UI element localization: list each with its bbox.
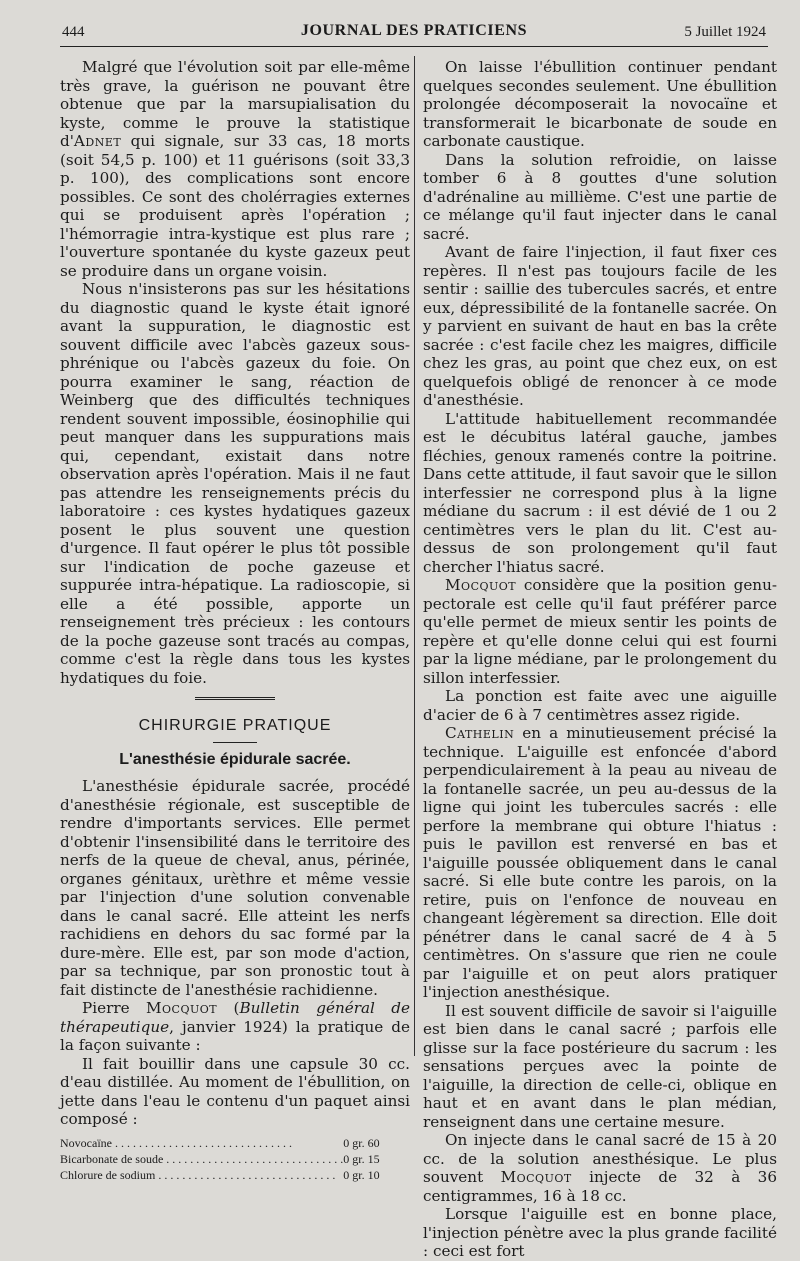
paragraph: On injecte dans le canal sacré de 15 à 20 cc. de la solution anesthésique. Le plus souvent Mocquot injecte de 32 à 36 centigrammes, 16 à 18 cc. [423, 1131, 777, 1205]
formula-row: Chlorure de sodium . . . . . . . . . . . . . . . . . . . . . . . . . . . . . . 0 gr. 10 [60, 1167, 380, 1182]
short-rule [213, 742, 257, 743]
paragraph: On laisse l'ébullition continuer pendant quelques secondes seulement. Une ébullition prolongée décomposerait la novocaïne et transformerait le bicarbonate de soude en carbonate caustique. [423, 58, 777, 150]
paragraph: Nous n'insisterons pas sur les hésitations du diagnostic quand le kyste était ignoré avant la suppuration, le diagnostic est souvent difficile avec l'abcès gazeux sous-phrénique ou l'abcès gazeux du foie. On pourra examiner le sang, réaction de Weinberg que des difficultés techniques rendent souvent impossible, éosinophilie qui peut manquer dans les suppurations mais qui, cependant, existait dans notre observation après l'opération. Mais il ne faut pas attendre les renseignements précis du laboratoire : ces kystes hydatiques gazeux posent le plus souvent une question d'urgence. Il faut opérer le plus tôt possible sur l'indication de poche gazeuse et suppurée intra-hépatique. La radioscopie, si elle a été possible, apporte un renseignement très précieux : les contours de la poche gazeuse sont tracés au compas, comme c'est la règle dans tous les kystes hydatiques du foie. [60, 280, 410, 687]
left-column [60, 58, 410, 1183]
author-name: Mocquot [500, 1168, 572, 1186]
paragraph: Il fait bouillir dans une capsule 30 cc. d'eau distillée. Au moment de l'ébullition, on jette dans l'eau le contenu d'un paquet ainsi composé : [60, 1054, 410, 1128]
author-name: Mocquot [445, 576, 517, 594]
formula-row: Bicarbonate de soude . . . . . . . . . . . . . . . . . . . . . . . . . . . . . . 0 gr. 15 [60, 1151, 380, 1166]
page-header [62, 18, 766, 44]
formula-table [60, 1135, 380, 1183]
author-name: Cathelin [445, 724, 515, 742]
author-name: Mocquot [145, 999, 218, 1017]
paragraph: Mocquot considère que la position genu-pectorale est celle qu'il faut préférer parce qu'elle permet de mieux sentir les points de repère et qu'elle donne celui qui est fourni par la ligne médiane, par le prolongement du sillon interfessier. [423, 576, 777, 687]
article-title: L'anesthésie épidurale sacrée. [119, 750, 351, 768]
right-column [423, 58, 777, 1261]
header-rule [60, 46, 768, 47]
paragraph: L'attitude habituellement recommandée est le décubitus latéral gauche, jambes fléchies, genoux ramenés contre la poitrine. Dans cette attitude, il faut savoir que le sillon interfessier ne correspond plus à la ligne médiane du sacrum : il est dévié de 1 ou 2 centimètres vers le plan du lit. C'est au-dessus de son prolongement qu'il faut chercher l'hiatus sacré. [423, 409, 777, 576]
paragraph: Lorsque l'aiguille est en bonne place, l'injection pénètre avec la plus grande facilité : ceci est fort [423, 1205, 777, 1260]
issue-date: 5 Juillet 1924 [684, 24, 766, 40]
paragraph: Cathelin en a minutieusement précisé la technique. L'aiguille est enfoncée d'abord perpendiculairement à la peau au niveau de la fontanelle sacrée, un peu au-dessus de la ligne qui joint les tubercules sacrés : elle perfore la membrane qui obture l'hiatus : puis le pavillon est renversé en bas et l'aiguille poussée obliquement dans le canal sacré. Si elle bute contre les parois, on la retire, puis on l'enfonce de nouveau en changeant légèrement sa direction. Elle doit pénétrer dans le canal sacré de 4 à 5 centimètres. On s'assure que rien ne coule par l'aiguille et on peut alors pratiquer l'injection anesthésique. [423, 724, 777, 1001]
citation: Bulletin général de thérapeutique [60, 999, 410, 1036]
paragraph: Avant de faire l'injection, il faut fixer ces repères. Il n'est pas toujours facile de les sentir : saillie des tubercules sacrés, et entre eux, dépressibilité de la fontanelle sacrée. On y parvient en suivant de haut en bas la crête sacrée : c'est facile chez les maigres, difficile chez les gras, au point que chez eux, on est quelquefois obligé de renoncer à ce mode d'anesthésie. [423, 243, 777, 409]
page-number: 444 [62, 24, 85, 40]
journal-title: JOURNAL DES PRATICIENS [300, 22, 528, 39]
section-title: CHIRURGIE PRATIQUE [138, 717, 332, 734]
column-divider [414, 56, 415, 1056]
paragraph: Pierre Mocquot (Bulletin général de thérapeutique, janvier 1924) la pratique de la façon suivante : [60, 999, 410, 1054]
paragraph: Malgré que l'évolution soit par elle-même très grave, la guérison ne pouvant être obtenue que par la marsupialisation du kyste, comme le prouve la statistique d'Adnet qui signale, sur 33 cas, 18 morts (soit 54,5 p. 100) et 11 guérisons (soit 33,3 p. 100), des complications sont encore possibles. Ce sont des cholérragies externes qui se produisent après l'opération ; l'hémorragie intra-kystique est plus rare ; l'ouverture spontanée du kyste gazeux peut se produire dans un organe voisin. [60, 58, 410, 280]
paragraph: L'anesthésie épidurale sacrée, procédé d'anesthésie régionale, est susceptible de rendre d'importants services. Elle permet d'obtenir l'insensibilité dans le territoire des nerfs de la queue de cheval, anus, périnée, organes génitaux, urèthre et même vessie par l'injection d'une solution convenable dans le canal sacré. Elle atteint les nerfs rachidiens en dehors du sac formé par la dure-mère. Elle est, par son mode d'action, par sa technique, par son pronostic tout à fait distincte de l'anesthésie rachidienne. [60, 777, 410, 999]
formula-row: Novocaïne . . . . . . . . . . . . . . . . . . . . . . . . . . . . . . 0 gr. 60 [60, 1135, 380, 1150]
double-rule-separator [195, 697, 275, 703]
paragraph: Dans la solution refroidie, on laisse tomber 6 à 8 gouttes d'une solution d'adrénaline au millième. C'est une partie de ce mélange qu'il faut injecter dans le canal sacré. [423, 150, 777, 243]
paragraph: La ponction est faite avec une aiguille d'acier de 6 à 7 centimètres assez rigide. [423, 687, 777, 724]
paragraph: Il est souvent difficile de savoir si l'aiguille est bien dans le canal sacré ; parfois elle glisse sur la face postérieure du sacrum : les sensations perçues avec la pointe de l'aiguille, la direction de celle-ci, oblique en haut et en avant dans le plan médian, renseignent dans une certaine mesure. [423, 1001, 777, 1131]
author-name: Adnet [73, 132, 122, 150]
